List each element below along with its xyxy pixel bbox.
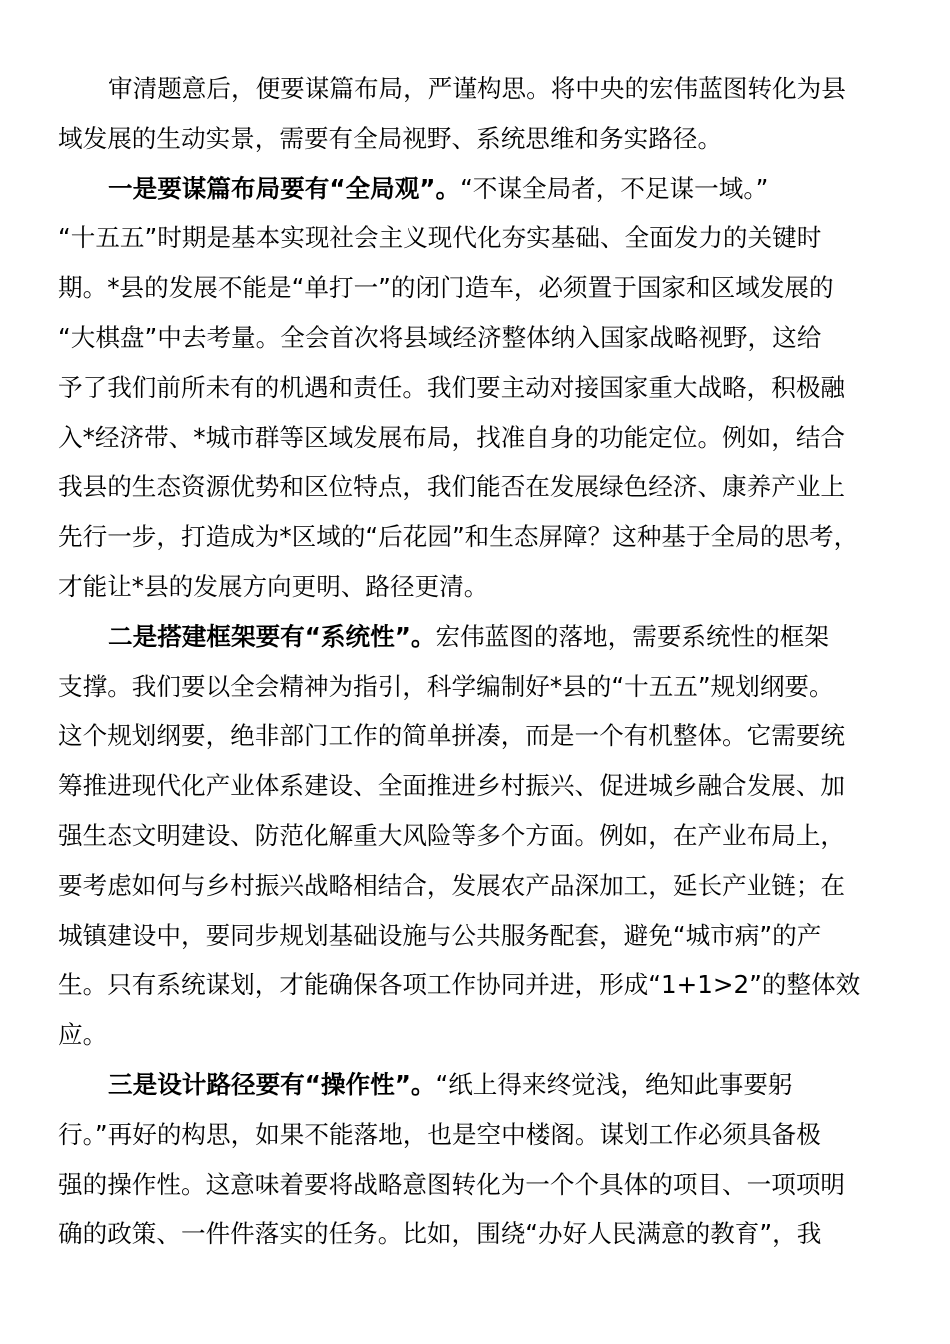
line-text: 生。只有系统谋划，才能确保各项工作协同并进，形成“1+1>2”的整体效 bbox=[58, 970, 861, 1000]
line-text: 确的政策、一件件落实的任务。比如，围绕“办好人民满意的教育”，我 bbox=[58, 1219, 822, 1249]
line-text: 强生态文明建设、防范化解重大风险等多个方面。例如，在产业布局上， bbox=[58, 820, 846, 850]
line-text: 予了我们前所未有的机遇和责任。我们要主动对接国家重大战略，积极融 bbox=[58, 372, 846, 402]
section-heading: 三是设计路径要有“操作性”。 bbox=[108, 1069, 436, 1099]
text-line bbox=[58, 761, 908, 811]
text-line bbox=[58, 512, 908, 562]
text-line bbox=[58, 413, 908, 463]
text-line bbox=[58, 313, 908, 363]
text-line bbox=[58, 363, 908, 413]
text-line bbox=[58, 1010, 908, 1060]
line-text: 期。*县的发展不能是“单打一”的闭门造车，必须置于国家和区域发展的 bbox=[58, 273, 834, 303]
paragraph-global-view bbox=[58, 164, 908, 612]
paragraph-intro bbox=[58, 64, 908, 164]
line-text: 审清题意后，便要谋篇布局，严谨构思。将中央的宏伟蓝图转化为县 bbox=[108, 74, 846, 103]
line-text: 宏伟蓝图的落地，需要系统性的框架 bbox=[435, 621, 829, 651]
text-line bbox=[58, 562, 908, 612]
line-text: 强的操作性。这意味着要将战略意图转化为一个个具体的项目、一项项明 bbox=[58, 1169, 846, 1199]
line-text: 行。”再好的构思，如果不能落地，也是空中楼阁。谋划工作必须具备极 bbox=[58, 1119, 821, 1149]
line-text: “纸上得来终觉浅，绝知此事要躬 bbox=[435, 1069, 793, 1099]
line-text: 应。 bbox=[58, 1020, 108, 1050]
paragraph-operability bbox=[58, 1060, 908, 1259]
line-text: “大棋盘”中去考量。全会首次将县域经济整体纳入国家战略视野，这给 bbox=[58, 322, 822, 352]
line-text: “十五五”时期是基本实现社会主义现代化夯实基础、全面发力的关键时 bbox=[58, 223, 822, 253]
document-page bbox=[58, 64, 908, 1259]
text-line bbox=[58, 662, 908, 712]
line-text: 筹推进现代化产业体系建设、全面推进乡村振兴、促进城乡融合发展、加 bbox=[58, 771, 846, 801]
text-line bbox=[58, 462, 908, 512]
line-text: 城镇建设中，要同步规划基础设施与公共服务配套，避免“城市病”的产 bbox=[58, 920, 822, 950]
text-line bbox=[58, 811, 908, 861]
line-text: 入*经济带、*城市群等区域发展布局，找准自身的功能定位。例如，结合 bbox=[58, 422, 846, 452]
text-line bbox=[58, 1060, 908, 1110]
line-text: 才能让*县的发展方向更明、路径更清。 bbox=[58, 571, 489, 601]
section-heading: 一是要谋篇布局要有“全局观”。 bbox=[108, 173, 461, 203]
text-line bbox=[58, 612, 908, 662]
line-text: 域发展的生动实景，需要有全局视野、系统思维和务实路径。 bbox=[58, 123, 723, 153]
text-line bbox=[58, 861, 908, 911]
line-text: 先行一步，打造成为*区域的“后花园”和生态屏障？这种基于全局的思考， bbox=[58, 522, 859, 552]
text-line bbox=[58, 213, 908, 263]
line-text: 支撑。我们要以全会精神为指引，科学编制好*县的“十五五”规划纲要。 bbox=[58, 671, 834, 701]
text-line bbox=[58, 164, 908, 214]
text-line bbox=[58, 1209, 908, 1259]
text-line bbox=[58, 960, 908, 1010]
line-text: 要考虑如何与乡村振兴战略相结合，发展农产品深加工，延长产业链；在 bbox=[58, 870, 846, 900]
line-text: “不谋全局者，不足谋一域。” bbox=[460, 173, 769, 203]
text-line bbox=[58, 64, 908, 114]
text-line bbox=[58, 263, 908, 313]
section-heading: 二是搭建框架要有“系统性”。 bbox=[108, 621, 436, 651]
text-line bbox=[58, 711, 908, 761]
paragraph-systematic bbox=[58, 612, 908, 1060]
text-line bbox=[58, 114, 908, 164]
text-line bbox=[58, 1110, 908, 1160]
line-text: 我县的生态资源优势和区位特点，我们能否在发展绿色经济、康养产业上 bbox=[58, 472, 846, 502]
text-line bbox=[58, 1160, 908, 1210]
line-text: 这个规划纲要，绝非部门工作的简单拼凑，而是一个有机整体。它需要统 bbox=[58, 721, 846, 751]
text-line bbox=[58, 911, 908, 961]
